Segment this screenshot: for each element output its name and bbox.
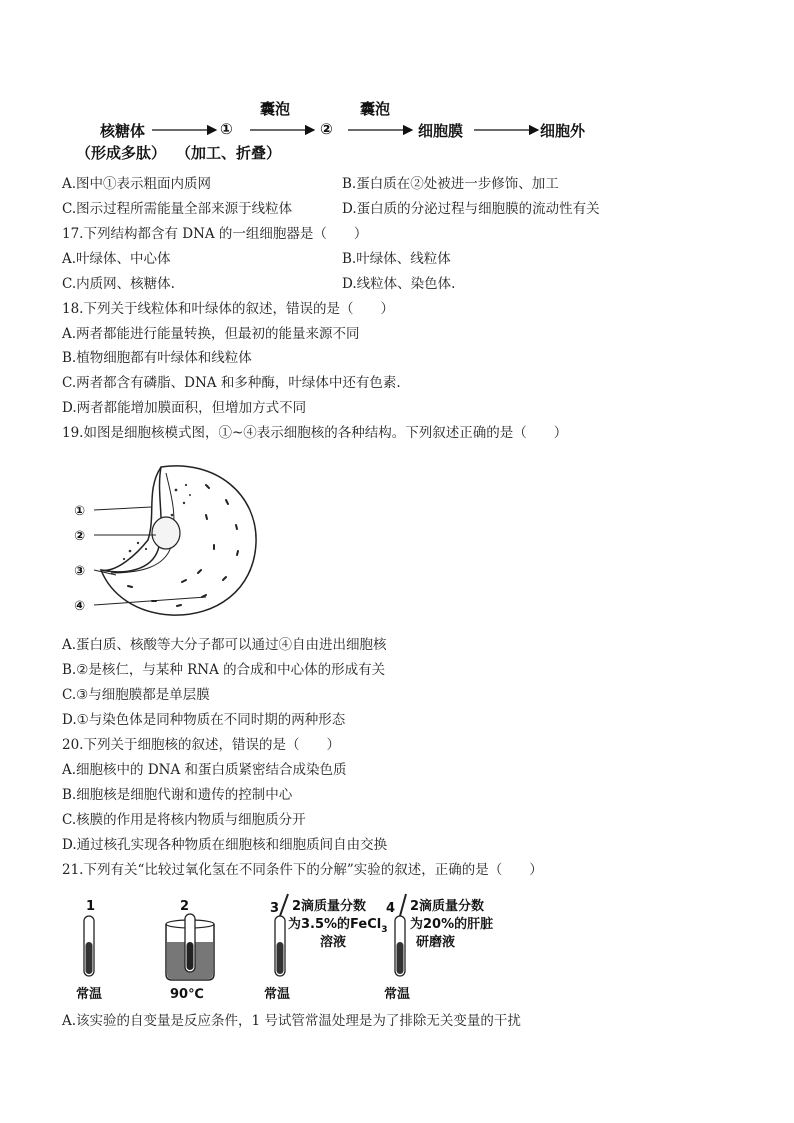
nucleolus: [152, 517, 180, 549]
tube-1-number: 1: [86, 899, 96, 914]
tube-3-note-3: 溶液: [320, 935, 347, 950]
tube-3-note-1: 2滴质量分数: [292, 899, 367, 914]
q17-option-a: A.叶绿体、中心体: [62, 251, 171, 267]
tube-4-note-1: 2滴质量分数: [410, 899, 485, 914]
q16-option-b: B.蛋白质在②处被进一步修饰、加工: [342, 176, 559, 192]
label-4: ④: [74, 599, 86, 614]
q18-option-c: C.两者都含有磷脂、DNA 和多种酶，叶绿体中还有色素.: [62, 375, 401, 391]
flow-node-1: ①: [220, 120, 233, 138]
q19-option-d: D.①与染色体是同种物质在不同时期的两种形态: [62, 712, 346, 728]
q17-option-d: D.线粒体、染色体.: [342, 276, 456, 292]
flow-node-membrane: 细胞膜: [418, 122, 464, 140]
label-1: ①: [74, 504, 86, 519]
q17-stem: 17.下列结构都含有 DNA 的一组细胞器是（ ）: [62, 226, 368, 242]
q19-option-a: A.蛋白质、核酸等大分子都可以通过④自由进出细胞核: [62, 637, 387, 653]
tube-3-dropper: [280, 894, 288, 916]
tube-3-note-2: 为3.5%的FeCl$_3$: [288, 917, 388, 935]
experiment-tubes-figure: [66, 890, 536, 1006]
tube-4-liquid: [397, 942, 404, 974]
secretion-flow-diagram: [70, 92, 710, 170]
tube-2-liquid: [187, 942, 194, 970]
flow-node-outside: 细胞外: [540, 122, 586, 140]
q21-option-a: A.该实验的自变量是反应条件，1 号试管常温处理是为了排除无关变量的干扰: [62, 1013, 521, 1029]
tube-2-number: 2: [180, 899, 190, 914]
flow-node-2: ②: [320, 120, 333, 138]
q17-option-c: C.内质网、核糖体.: [62, 276, 175, 292]
tube-4-note-2: 为20%的肝脏: [410, 917, 494, 932]
tube-4-condition: 常温: [384, 987, 411, 1002]
label-leaders: [94, 507, 206, 605]
tube-4-number: 4: [386, 901, 396, 916]
q19-option-c: C.③与细胞膜都是单层膜: [62, 687, 210, 703]
q16-option-d: D.蛋白质的分泌过程与细胞膜的流动性有关: [342, 201, 600, 217]
flow-label-process-fold: （加工、折叠）: [176, 144, 282, 162]
q18-stem: 18.下列关于线粒体和叶绿体的叙述，错误的是（ ）: [62, 301, 394, 317]
label-3: ③: [74, 564, 86, 579]
q19-stem: 19.如图是细胞核模式图，①~④表示细胞核的各种结构。下列叙述正确的是（ ）: [62, 425, 568, 441]
q20-option-b: B.细胞核是细胞代谢和遗传的控制中心: [62, 787, 293, 803]
tube-4-note-3: 研磨液: [416, 935, 456, 950]
tube-1-condition: 常温: [76, 987, 103, 1002]
tube-3-number: 3: [270, 901, 280, 916]
label-2: ②: [74, 529, 86, 544]
flow-label-vesicle-2: 囊泡: [360, 100, 391, 118]
tube-3-condition: 常温: [264, 987, 291, 1002]
q20-option-a: A.细胞核中的 DNA 和蛋白质紧密结合成染色质: [62, 762, 347, 778]
q16-option-c: C.图示过程所需能量全部来源于线粒体: [62, 201, 293, 217]
cutaway-edge: [101, 467, 161, 572]
q16-option-a: A.图中①表示粗面内质网: [62, 176, 212, 192]
q18-option-a: A.两者都能进行能量转换，但最初的能量来源不同: [62, 326, 360, 342]
tube-3-liquid: [277, 942, 284, 974]
tube-4-dropper: [400, 894, 406, 916]
tube-2-condition: 90℃: [170, 987, 204, 1002]
q20-option-c: C.核膜的作用是将核内物质与细胞质分开: [62, 812, 306, 828]
q20-stem: 20.下列关于细胞核的叙述，错误的是（ ）: [62, 737, 340, 753]
q20-option-d: D.通过核孔实现各种物质在细胞核和细胞质间自由交换: [62, 837, 388, 853]
flow-node-ribosome: 核糖体: [100, 122, 146, 140]
flow-label-form-peptide: （形成多肽）: [76, 144, 167, 162]
q21-stem: 21.下列有关“比较过氧化氢在不同条件下的分解”实验的叙述，正确的是（ ）: [62, 862, 543, 878]
q18-option-d: D.两者都能增加膜面积，但增加方式不同: [62, 400, 307, 416]
q19-option-b: B.②是核仁，与某种 RNA 的合成和中心体的形成有关: [62, 662, 386, 678]
nucleus-diagram: [66, 455, 276, 625]
q18-option-b: B.植物细胞都有叶绿体和线粒体: [62, 350, 252, 366]
flow-label-vesicle-1: 囊泡: [260, 100, 291, 118]
tube-1-liquid: [86, 942, 93, 974]
q17-option-b: B.叶绿体、线粒体: [342, 251, 451, 267]
